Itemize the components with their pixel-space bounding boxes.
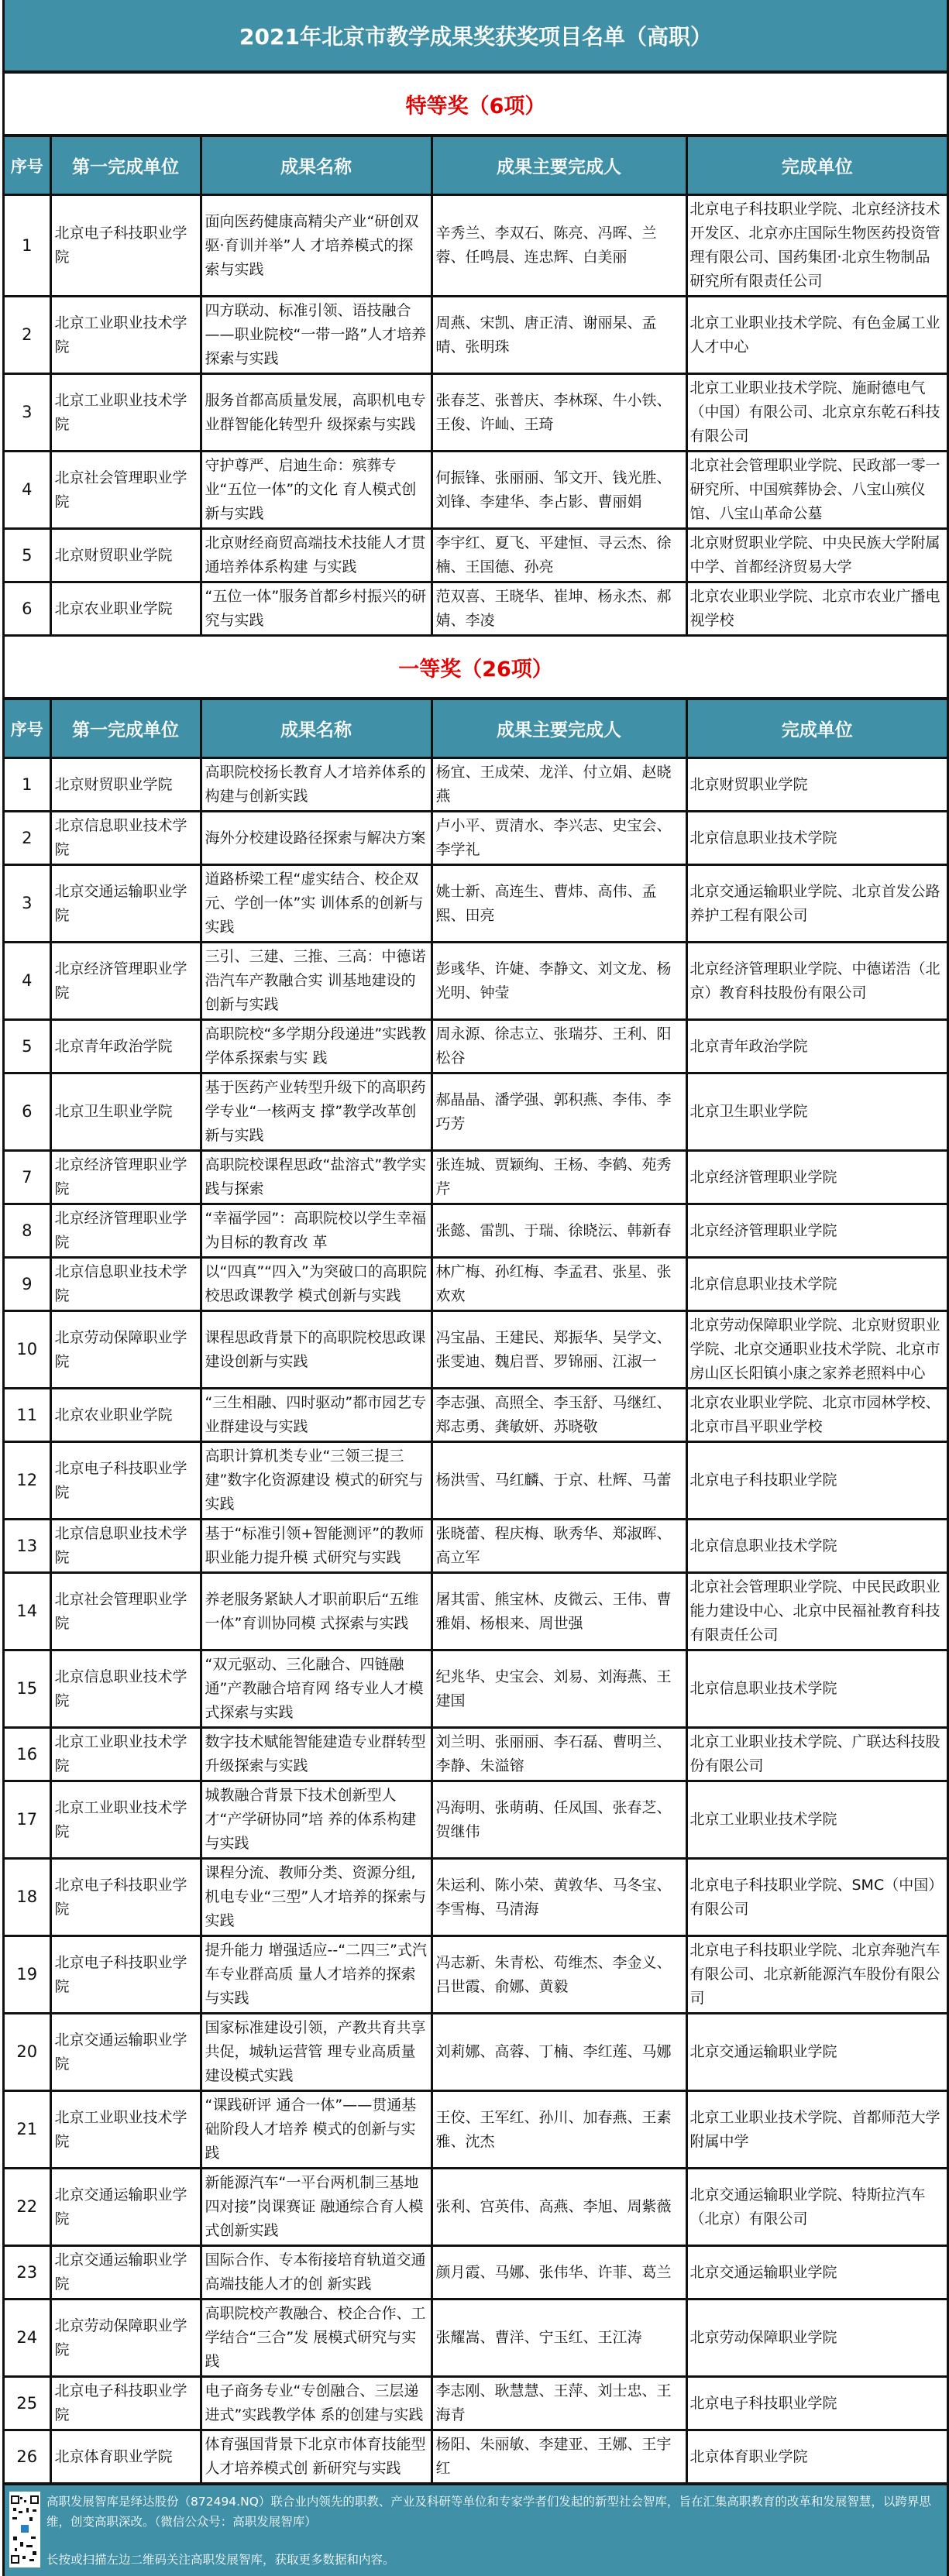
first-completing-unit: 北京工业职业技术学院 bbox=[50, 1728, 201, 1781]
footer-banner bbox=[5, 2485, 947, 2576]
project-name: 提升能力 增强适应--“二四三”式汽车专业群高质 量人才培养的探索与实践 bbox=[201, 1936, 432, 2014]
column-header-completing-units: 完成单位 bbox=[686, 700, 947, 758]
main-contributors: 郝晶晶、潘学强、郭积燕、李伟、李巧芳 bbox=[432, 1073, 686, 1151]
completing-units: 北京交通运输职业学院 bbox=[686, 2246, 947, 2300]
main-contributors: 李志强、高照全、李玉舒、马继红、郑志勇、龚敏妍、苏晓敬 bbox=[432, 1389, 686, 1442]
completing-units: 北京农业职业学院、北京市园林学校、北京市昌平职业学校 bbox=[686, 1389, 947, 1442]
completing-units: 北京工业职业技术学院、广联达科技股份有限公司 bbox=[686, 1728, 947, 1781]
project-name: 养老服务紧缺人才职前职后“五维一体”育训协同模 式探索与实践 bbox=[201, 1573, 432, 1650]
completing-units: 北京工业职业技术学院 bbox=[686, 1781, 947, 1859]
table-row bbox=[5, 1728, 947, 1781]
footer-call-to-action: 长按或扫描左边二维码关注高职发展智库，获取更多数据和内容。 bbox=[46, 2553, 395, 2567]
main-contributors: 张晓蕾、程庆梅、耿秀华、郑淑晖、高立军 bbox=[432, 1520, 686, 1573]
row-number: 24 bbox=[5, 2300, 50, 2377]
table-row bbox=[5, 1073, 947, 1151]
first-completing-unit: 北京经济管理职业学院 bbox=[50, 1151, 201, 1204]
completing-units: 北京工业职业技术学院、施耐德电气（中国）有限公司、北京京东乾石科技有限公司 bbox=[686, 374, 947, 452]
completing-units: 北京社会管理职业学院、中民民政职业能力建设中心、北京中民福祉教育科技有限责任公司 bbox=[686, 1573, 947, 1650]
table-row bbox=[5, 1442, 947, 1520]
project-name: 高职院校课程思政“盐溶式”教学实践与探索 bbox=[201, 1151, 432, 1204]
completing-units: 北京劳动保障职业学院、北京财贸职业学院、北京交通职业技术学院、北京市房山区长阳镇小康之家养老照料中心 bbox=[686, 1311, 947, 1389]
first-completing-unit: 北京工业职业技术学院 bbox=[50, 1781, 201, 1859]
row-number: 5 bbox=[5, 529, 50, 582]
column-header-main-contributors: 成果主要完成人 bbox=[432, 137, 686, 195]
row-number: 4 bbox=[5, 452, 50, 529]
project-name: “双元驱动、三化融合、四链融通”产教融合培育网 络专业人才模式探索与实践 bbox=[201, 1650, 432, 1728]
row-number: 16 bbox=[5, 1728, 50, 1781]
project-name: 北京财经商贸高端技术技能人才贯通培养体系构建 与实践 bbox=[201, 529, 432, 582]
column-header-project-name: 成果名称 bbox=[201, 700, 432, 758]
table-header-row bbox=[5, 700, 947, 758]
table-row bbox=[5, 1020, 947, 1073]
first-completing-unit: 北京社会管理职业学院 bbox=[50, 452, 201, 529]
completing-units: 北京交通运输职业学院、特斯拉汽车（北京）有限公司 bbox=[686, 2169, 947, 2246]
row-number: 1 bbox=[5, 758, 50, 812]
first-completing-unit: 北京农业职业学院 bbox=[50, 582, 201, 636]
main-contributors: 冯宝晶、王建民、郑振华、吴学文、张雯迪、魏启晋、罗锦丽、江淑一 bbox=[432, 1311, 686, 1389]
row-number: 1 bbox=[5, 195, 50, 297]
main-contributors: 张连城、贾颖绚、王杨、李鹤、苑秀芹 bbox=[432, 1151, 686, 1204]
main-contributors: 卢小平、贾清水、李兴志、史宝会、李学礼 bbox=[432, 812, 686, 865]
special-prize-heading: 特等奖（6项） bbox=[5, 74, 947, 137]
row-number: 6 bbox=[5, 582, 50, 636]
first-completing-unit: 北京电子科技职业学院 bbox=[50, 1442, 201, 1520]
footer-description: 高职发展智库是绎达股份（872494.NQ）联合业内领先的职教、产业及科研等单位和专家学者们发起的新型社会智库，旨在汇集高职教育的改革和发展智慧，以跨界思维，创变高职深改。（微信公众号：高职发展智库） bbox=[46, 2495, 931, 2529]
row-number: 9 bbox=[5, 1258, 50, 1311]
table-row bbox=[5, 297, 947, 374]
main-contributors: 刘兰明、张丽丽、李石磊、曹明兰、李静、朱溢镕 bbox=[432, 1728, 686, 1781]
completing-units: 北京交通运输职业学院、北京首发公路养护工程有限公司 bbox=[686, 865, 947, 943]
table-row bbox=[5, 2430, 947, 2484]
completing-units: 北京青年政治学院 bbox=[686, 1020, 947, 1073]
main-contributors: 朱运利、陈小荣、黄敦华、马冬宝、李雪梅、马清海 bbox=[432, 1859, 686, 1936]
project-name: 基于医药产业转型升级下的高职药学专业“一核两支 撑”教学改革创新与实践 bbox=[201, 1073, 432, 1151]
main-contributors: 周永源、徐志立、张瑞芬、王利、阳松谷 bbox=[432, 1020, 686, 1073]
main-contributors: 姚士新、高连生、曹炜、高伟、孟熙、田亮 bbox=[432, 865, 686, 943]
table-row bbox=[5, 1936, 947, 2014]
project-name: 体育强国背景下北京市体育技能型人才培养模式创 新研究与实践 bbox=[201, 2430, 432, 2484]
main-contributors: 颜月霞、马娜、张伟华、许菲、葛兰 bbox=[432, 2246, 686, 2300]
project-name: 高职院校“多学期分段递进”实践教学体系探索与实 践 bbox=[201, 1020, 432, 1073]
table-row bbox=[5, 1389, 947, 1442]
first-prize-rows bbox=[5, 758, 947, 2484]
column-header-completing-units: 完成单位 bbox=[686, 137, 947, 195]
project-name: 服务首都高质量发展，高职机电专业群智能化转型升 级探索与实践 bbox=[201, 374, 432, 452]
row-number: 15 bbox=[5, 1650, 50, 1728]
main-contributors: 何振锋、张丽丽、邹文开、钱光胜、刘锋、李建华、李占影、曹丽娟 bbox=[432, 452, 686, 529]
special-prize-table bbox=[5, 137, 947, 637]
qr-code[interactable] bbox=[9, 2492, 40, 2569]
column-header-first-unit: 第一完成单位 bbox=[50, 137, 201, 195]
row-number: 18 bbox=[5, 1859, 50, 1936]
main-contributors: 辛秀兰、李双石、陈亮、冯晖、兰蓉、任鸣晨、连忠辉、白美丽 bbox=[432, 195, 686, 297]
row-number: 2 bbox=[5, 812, 50, 865]
completing-units: 北京财贸职业学院 bbox=[686, 758, 947, 812]
table-row bbox=[5, 1151, 947, 1204]
completing-units: 北京体育职业学院 bbox=[686, 2430, 947, 2484]
first-completing-unit: 北京电子科技职业学院 bbox=[50, 1859, 201, 1936]
main-contributors: 屠其雷、熊宝林、皮微云、王伟、曹雅娟、杨根来、周世强 bbox=[432, 1573, 686, 1650]
main-contributors: 冯海明、张萌萌、任凤国、张春芝、贺继伟 bbox=[432, 1781, 686, 1859]
table-row bbox=[5, 1520, 947, 1573]
first-completing-unit: 北京卫生职业学院 bbox=[50, 1073, 201, 1151]
table-row bbox=[5, 865, 947, 943]
column-header-main-contributors: 成果主要完成人 bbox=[432, 700, 686, 758]
award-list-sheet bbox=[2, 0, 949, 2576]
project-name: 四方联动、标准引领、语技融合——职业院校“一带一路”人才培养探索与实践 bbox=[201, 297, 432, 374]
project-name: “课践研评 通合一体”——贯通基础阶段人才培养 模式的创新与实践 bbox=[201, 2091, 432, 2169]
completing-units: 北京农业职业学院、北京市农业广播电视学校 bbox=[686, 582, 947, 636]
project-name: 新能源汽车“一平台两机制三基地四对接”岗课赛证 融通综合育人模式创新实践 bbox=[201, 2169, 432, 2246]
first-completing-unit: 北京经济管理职业学院 bbox=[50, 1204, 201, 1258]
table-row bbox=[5, 812, 947, 865]
completing-units: 北京电子科技职业学院 bbox=[686, 1442, 947, 1520]
table-row bbox=[5, 2014, 947, 2091]
project-name: 城教融合背景下技术创新型人才“产学研协同”培 养的体系构建与实践 bbox=[201, 1781, 432, 1859]
row-number: 17 bbox=[5, 1781, 50, 1859]
main-contributors: 杨阳、朱丽敏、李建亚、王娜、王宇红 bbox=[432, 2430, 686, 2484]
row-number: 7 bbox=[5, 1151, 50, 1204]
main-contributors: 范双喜、王晓华、崔坤、杨永杰、郝婧、李凌 bbox=[432, 582, 686, 636]
row-number: 3 bbox=[5, 374, 50, 452]
row-number: 26 bbox=[5, 2430, 50, 2484]
column-header-project-name: 成果名称 bbox=[201, 137, 432, 195]
project-name: 海外分校建设路径探索与解决方案 bbox=[201, 812, 432, 865]
project-name: 守护尊严、启迪生命：殡葬专业“五位一体”的文化 育人模式创新与实践 bbox=[201, 452, 432, 529]
row-number: 14 bbox=[5, 1573, 50, 1650]
table-row bbox=[5, 529, 947, 582]
column-header-no: 序号 bbox=[5, 137, 50, 195]
project-name: “幸福学园”：高职院校以学生幸福为目标的教育改 革 bbox=[201, 1204, 432, 1258]
table-row bbox=[5, 1311, 947, 1389]
project-name: “五位一体”服务首都乡村振兴的研究与实践 bbox=[201, 582, 432, 636]
page-title: 2021年北京市教学成果奖获奖项目名单（高职） bbox=[5, 0, 947, 74]
first-completing-unit: 北京劳动保障职业学院 bbox=[50, 2300, 201, 2377]
table-row bbox=[5, 452, 947, 529]
row-number: 13 bbox=[5, 1520, 50, 1573]
completing-units: 北京信息职业技术学院 bbox=[686, 812, 947, 865]
project-name: 课程分流、教师分类、资源分组, 机电专业“三型”人才培养的探索与实践 bbox=[201, 1859, 432, 1936]
main-contributors: 冯志新、朱青松、苟维杰、李金义、吕世霞、俞娜、黄毅 bbox=[432, 1936, 686, 2014]
first-prize-heading: 一等奖（26项） bbox=[5, 637, 947, 700]
completing-units: 北京卫生职业学院 bbox=[686, 1073, 947, 1151]
first-completing-unit: 北京工业职业技术学院 bbox=[50, 2091, 201, 2169]
project-name: 道路桥梁工程“虚实结合、校企双元、学创一体”实 训体系的创新与实践 bbox=[201, 865, 432, 943]
first-completing-unit: 北京电子科技职业学院 bbox=[50, 1936, 201, 2014]
table-row bbox=[5, 1204, 947, 1258]
first-completing-unit: 北京工业职业技术学院 bbox=[50, 297, 201, 374]
completing-units: 北京工业职业技术学院、首都师范大学附属中学 bbox=[686, 2091, 947, 2169]
main-contributors: 王佼、王军红、孙川、加春燕、王素雅、沈杰 bbox=[432, 2091, 686, 2169]
first-completing-unit: 北京交通运输职业学院 bbox=[50, 865, 201, 943]
project-name: 国家标准建设引领，产教共育共享共促，城轨运营管 理专业高质量建设模式实践 bbox=[201, 2014, 432, 2091]
first-completing-unit: 北京工业职业技术学院 bbox=[50, 374, 201, 452]
project-name: 课程思政背景下的高职院校思政课建设创新与实践 bbox=[201, 1311, 432, 1389]
project-name: 高职计算机类专业“三领三提三建”数字化资源建设 模式的研究与实践 bbox=[201, 1442, 432, 1520]
completing-units: 北京电子科技职业学院、北京经济技术开发区、北京亦庄国际生物医药投资管理有限公司、国药集团·北京生物制品研究所有限责任公司 bbox=[686, 195, 947, 297]
main-contributors: 李志刚、耿慧慧、王萍、刘士忠、王海青 bbox=[432, 2377, 686, 2430]
qr-code-icon bbox=[9, 2492, 40, 2567]
project-name: 高职院校扬长教育人才培养体系的构建与创新实践 bbox=[201, 758, 432, 812]
table-row bbox=[5, 2091, 947, 2169]
main-contributors: 刘莉娜、高蓉、丁楠、李红莲、马娜 bbox=[432, 2014, 686, 2091]
table-row bbox=[5, 582, 947, 636]
first-completing-unit: 北京信息职业技术学院 bbox=[50, 1520, 201, 1573]
completing-units: 北京工业职业技术学院、有色金属工业人才中心 bbox=[686, 297, 947, 374]
table-row bbox=[5, 374, 947, 452]
row-number: 23 bbox=[5, 2246, 50, 2300]
project-name: 数字技术赋能智能建造专业群转型升级探索与实践 bbox=[201, 1728, 432, 1781]
first-completing-unit: 北京电子科技职业学院 bbox=[50, 2377, 201, 2430]
row-number: 10 bbox=[5, 1311, 50, 1389]
column-header-first-unit: 第一完成单位 bbox=[50, 700, 201, 758]
completing-units: 北京电子科技职业学院、北京奔驰汽车有限公司、北京新能源汽车股份有限公司 bbox=[686, 1936, 947, 2014]
table-row bbox=[5, 1781, 947, 1859]
first-completing-unit: 北京经济管理职业学院 bbox=[50, 943, 201, 1020]
completing-units: 北京信息职业技术学院 bbox=[686, 1650, 947, 1728]
first-completing-unit: 北京信息职业技术学院 bbox=[50, 1258, 201, 1311]
first-completing-unit: 北京电子科技职业学院 bbox=[50, 195, 201, 297]
completing-units: 北京社会管理职业学院、民政部一零一研究所、中国殡葬协会、八宝山殡仪馆、八宝山革命公墓 bbox=[686, 452, 947, 529]
completing-units: 北京财贸职业学院、中央民族大学附属中学、首都经济贸易大学 bbox=[686, 529, 947, 582]
table-row bbox=[5, 943, 947, 1020]
first-completing-unit: 北京交通运输职业学院 bbox=[50, 2014, 201, 2091]
project-name: 电子商务专业“专创融合、三层递进式”实践教学体 系的创建与实践 bbox=[201, 2377, 432, 2430]
first-completing-unit: 北京体育职业学院 bbox=[50, 2430, 201, 2484]
main-contributors: 张耀嵩、曹洋、宁玉红、王江涛 bbox=[432, 2300, 686, 2377]
row-number: 12 bbox=[5, 1442, 50, 1520]
first-completing-unit: 北京社会管理职业学院 bbox=[50, 1573, 201, 1650]
completing-units: 北京经济管理职业学院 bbox=[686, 1204, 947, 1258]
project-name: 基于“标准引领+智能测评”的教师职业能力提升模 式研究与实践 bbox=[201, 1520, 432, 1573]
main-contributors: 张春芝、张普庆、李林琛、牛小铁、王俊、许屾、王琦 bbox=[432, 374, 686, 452]
main-contributors: 杨洪雪、马红麟、于京、杜辉、马蕾 bbox=[432, 1442, 686, 1520]
main-contributors: 杨宜、王成荣、龙洋、付立娟、赵晓燕 bbox=[432, 758, 686, 812]
row-number: 3 bbox=[5, 865, 50, 943]
first-completing-unit: 北京财贸职业学院 bbox=[50, 529, 201, 582]
row-number: 22 bbox=[5, 2169, 50, 2246]
row-number: 8 bbox=[5, 1204, 50, 1258]
project-name: “三生相融、四时驱动”都市园艺专业群建设与实践 bbox=[201, 1389, 432, 1442]
first-completing-unit: 北京农业职业学院 bbox=[50, 1389, 201, 1442]
row-number: 4 bbox=[5, 943, 50, 1020]
table-row bbox=[5, 195, 947, 297]
row-number: 25 bbox=[5, 2377, 50, 2430]
table-row bbox=[5, 1258, 947, 1311]
first-completing-unit: 北京财贸职业学院 bbox=[50, 758, 201, 812]
project-name: 国际合作、专本衔接培育轨道交通高端技能人才的创 新实践 bbox=[201, 2246, 432, 2300]
footer-text bbox=[40, 2492, 942, 2570]
table-row bbox=[5, 1650, 947, 1728]
row-number: 2 bbox=[5, 297, 50, 374]
completing-units: 北京劳动保障职业学院 bbox=[686, 2300, 947, 2377]
main-contributors: 李宇红、夏飞、平建恒、寻云杰、徐楠、王国德、孙亮 bbox=[432, 529, 686, 582]
main-contributors: 林广梅、孙红梅、李孟君、张星、张欢欢 bbox=[432, 1258, 686, 1311]
completing-units: 北京电子科技职业学院 bbox=[686, 2377, 947, 2430]
row-number: 20 bbox=[5, 2014, 50, 2091]
first-completing-unit: 北京交通运输职业学院 bbox=[50, 2169, 201, 2246]
table-row bbox=[5, 1573, 947, 1650]
main-contributors: 周燕、宋凯、唐正清、谢丽杲、孟晴、张明珠 bbox=[432, 297, 686, 374]
row-number: 6 bbox=[5, 1073, 50, 1151]
project-name: 以“四真”“四入”为突破口的高职院校思政课教学 模式创新与实践 bbox=[201, 1258, 432, 1311]
table-row bbox=[5, 2246, 947, 2300]
column-header-no: 序号 bbox=[5, 700, 50, 758]
first-completing-unit: 北京青年政治学院 bbox=[50, 1020, 201, 1073]
main-contributors: 彭彧华、许婕、李静文、刘文龙、杨光明、钟莹 bbox=[432, 943, 686, 1020]
table-header-row bbox=[5, 137, 947, 195]
first-completing-unit: 北京信息职业技术学院 bbox=[50, 1650, 201, 1728]
completing-units: 北京电子科技职业学院、SMC（中国）有限公司 bbox=[686, 1859, 947, 1936]
row-number: 21 bbox=[5, 2091, 50, 2169]
first-completing-unit: 北京信息职业技术学院 bbox=[50, 812, 201, 865]
first-prize-table bbox=[5, 700, 947, 2485]
project-name: 面向医药健康高精尖产业“研创双驱·育训并举”人 才培养模式的探索与实践 bbox=[201, 195, 432, 297]
completing-units: 北京信息职业技术学院 bbox=[686, 1258, 947, 1311]
completing-units: 北京经济管理职业学院、中德诺浩（北京）教育科技股份有限公司 bbox=[686, 943, 947, 1020]
main-contributors: 纪兆华、史宝会、刘易、刘海燕、王建国 bbox=[432, 1650, 686, 1728]
completing-units: 北京交通运输职业学院 bbox=[686, 2014, 947, 2091]
first-completing-unit: 北京交通运输职业学院 bbox=[50, 2246, 201, 2300]
special-prize-rows bbox=[5, 195, 947, 636]
completing-units: 北京信息职业技术学院 bbox=[686, 1520, 947, 1573]
main-contributors: 张懿、雷凯、于瑞、徐晓沄、韩新春 bbox=[432, 1204, 686, 1258]
main-contributors: 张利、宫英伟、高燕、李旭、周紫薇 bbox=[432, 2169, 686, 2246]
row-number: 19 bbox=[5, 1936, 50, 2014]
table-row bbox=[5, 2300, 947, 2377]
row-number: 11 bbox=[5, 1389, 50, 1442]
project-name: 三引、三建、三推、三高：中德诺浩汽车产教融合实 训基地建设的创新与实践 bbox=[201, 943, 432, 1020]
row-number: 5 bbox=[5, 1020, 50, 1073]
table-row bbox=[5, 2169, 947, 2246]
completing-units: 北京经济管理职业学院 bbox=[686, 1151, 947, 1204]
table-row bbox=[5, 2377, 947, 2430]
table-row bbox=[5, 1859, 947, 1936]
project-name: 高职院校产教融合、校企合作、工学结合“三合”发 展模式研究与实践 bbox=[201, 2300, 432, 2377]
first-completing-unit: 北京劳动保障职业学院 bbox=[50, 1311, 201, 1389]
table-row bbox=[5, 758, 947, 812]
